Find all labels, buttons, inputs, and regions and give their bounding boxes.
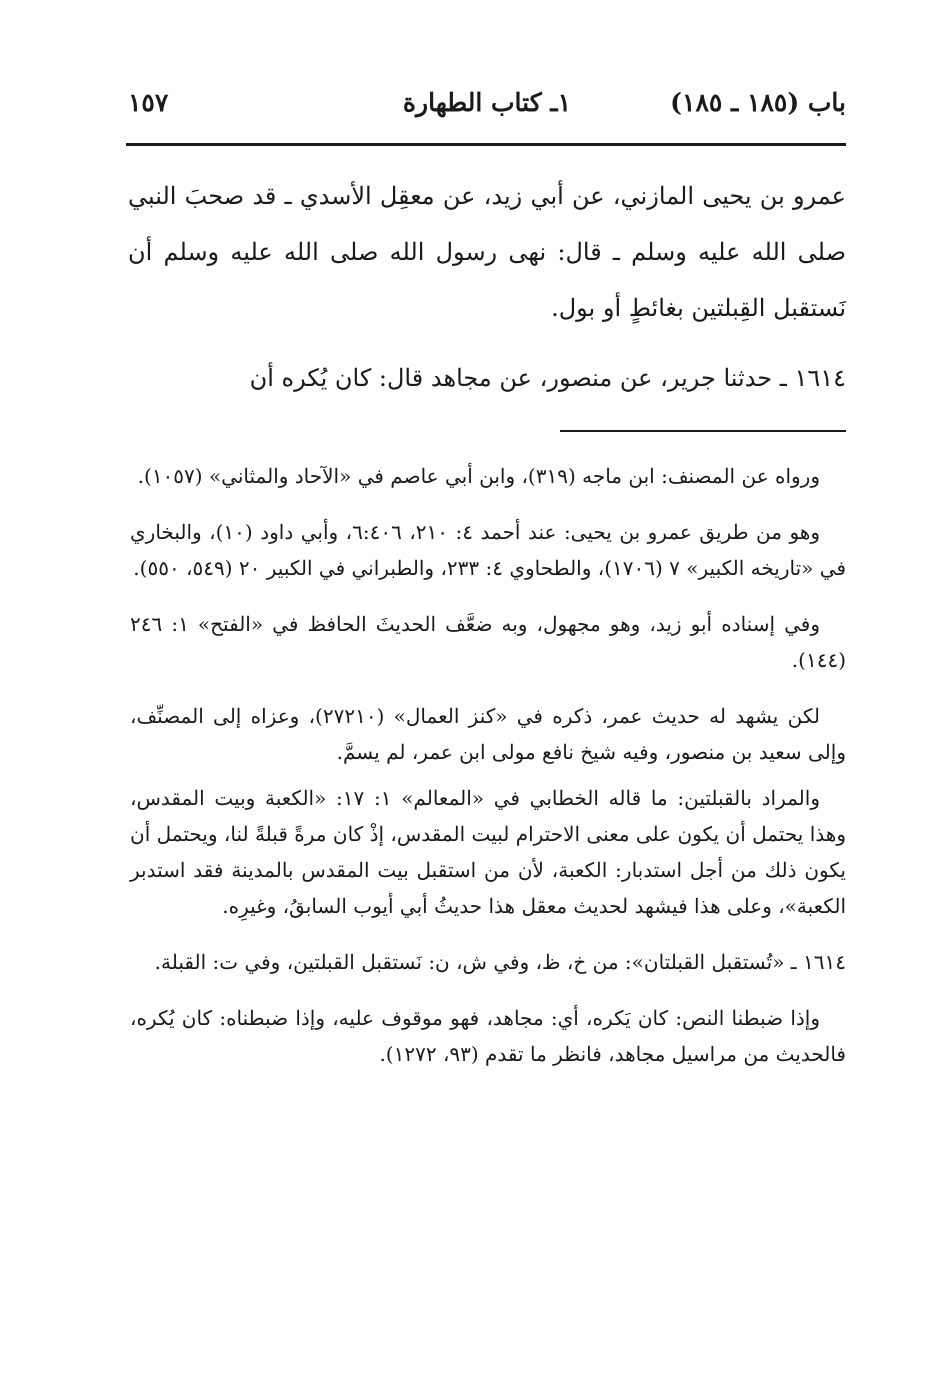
footnote-paragraph: لكن يشهد له حديث عمر، ذكره في «كنز العمال» (٢٧٢١٠)، وعزاه إلى المصنِّف، وإلى سعيد بن منصور، وفيه شيخ نافع مولى ابن عمر، لم يسمَّ. — [130, 704, 846, 764]
header-rule — [126, 143, 846, 146]
chapter-heading: باب (١٨٥ ـ ١٨٥) — [670, 88, 846, 117]
footnote-paragraph: وهو من طريق عمرو بن يحيى: عند أحمد ٤: ٢١٠، ٦:٤٠٦، وأبي داود (١٠)، والبخاري في «تاريخه الكبير» ٧ (١٧٠٦)، والطحاوي ٤: ٢٣٣، والطبراني في الكبير ٢٠ (٥٤٩، ٥٥٠). — [130, 520, 846, 580]
footnote-paragraph: وإذا ضبطنا النص: كان يَكره، أي: مجاهد، فهو موقوف عليه، وإذا ضبطناه: كان يُكره، فالحديث من مراسيل مجاهد، فانظر ما تقدم (٩٣، ١٢٧٢). — [130, 1006, 846, 1066]
hadith-1614: ١٦١٤ ـ حدثنا جرير، عن منصور، عن مجاهد قال: كان يُكره أن — [249, 364, 846, 392]
book-title: ١ـ كتاب الطهارة — [402, 88, 572, 117]
footnote-paragraph: ١٦١٤ ـ «تُستقبل القبلتان»: من خ، ظ، وفي ش، ن: نَستقبل القبلتين، وفي ت: القبلة. — [154, 950, 846, 974]
running-header — [128, 88, 846, 134]
hadith-continuation: عمرو بن يحيى المازني، عن أبي زيد، عن معقِل الأسدي ـ قد صحبَ النبي صلى الله عليه وسلم ـ قال: نهى رسول الله صلى الله عليه وسلم أن نَستقبل القِبلتين بغائطٍ أو بول. — [128, 182, 846, 322]
footnote-paragraph: وفي إسناده أبو زيد، وهو مجهول، وبه ضعَّف الحديثَ الحافظ في «الفتح» ١: ٢٤٦ (١٤٤). — [130, 612, 846, 672]
page-number: ١٥٧ — [128, 88, 169, 117]
footnote-paragraph: ورواه عن المصنف: ابن ماجه (٣١٩)، وابن أبي عاصم في «الآحاد والمثاني» (١٠٥٧). — [137, 464, 820, 488]
footnote-separator — [560, 430, 846, 432]
main-text — [128, 168, 846, 406]
footnote-paragraph: والمراد بالقبلتين: ما قاله الخطابي في «المعالم» ١: ١٧: «الكعبة وبيت المقدس، وهذا يحتمل أن يكون على معنى الاحترام لبيت المقدس، إذْ كان مرةً قبلةً لنا، ويحتمل أن يكون ذلك من أجل استدبار: الكعبة، لأن من استقبل بيت المقدس بالمدينة فقد استدبر الكعبة»، وعلى هذا فيشهد لحديث معقل هذا حديثُ أبي أيوب السابقُ، وغيرِه. — [130, 786, 846, 918]
footnotes — [130, 458, 846, 1092]
